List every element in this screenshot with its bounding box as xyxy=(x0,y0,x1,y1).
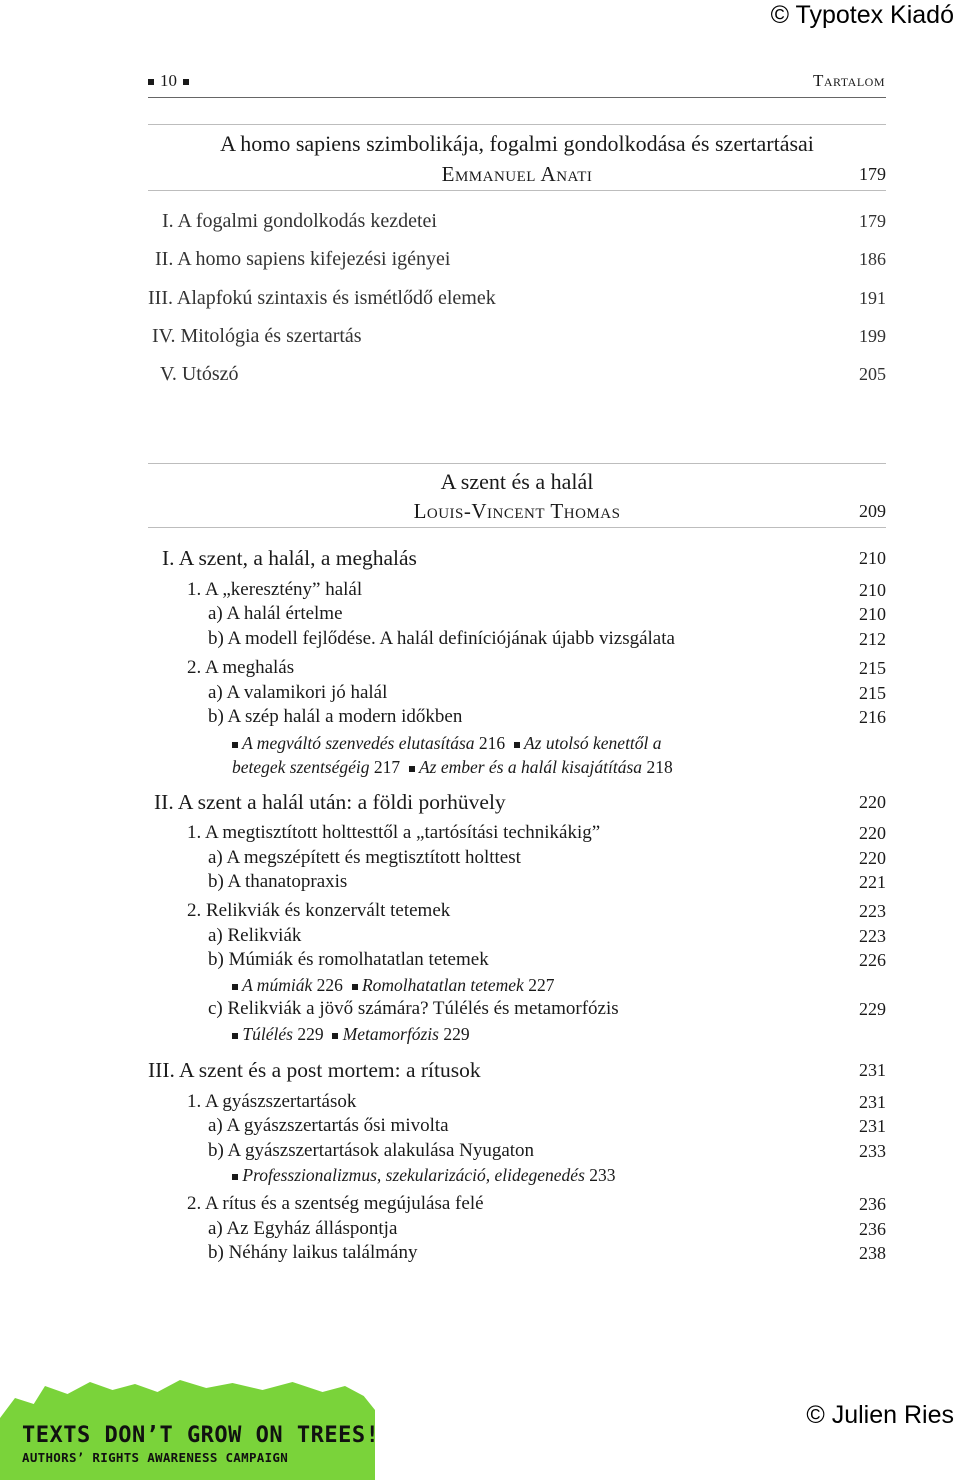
toc-entry[interactable] xyxy=(148,869,886,895)
toc-inline-page: 233 xyxy=(589,1165,616,1185)
chapter-page: 209 xyxy=(859,501,886,521)
toc-entry-label: 1. A gyászszertartások xyxy=(187,1091,357,1112)
toc-entry-label: b) Múmiák és romolhatatlan tetemek xyxy=(208,949,489,970)
toc-inline-item[interactable]: A múmiák xyxy=(242,975,313,995)
square-bullet-icon xyxy=(232,984,238,990)
toc-entry-page: 220 xyxy=(859,823,886,843)
toc-inline-item[interactable]: Az ember és a halál kisajátítása xyxy=(418,757,643,777)
toc-entry[interactable] xyxy=(148,208,886,234)
toc-entry-page: 210 xyxy=(859,604,886,624)
toc-section-label: II. A szent a halál után: a földi porhüvely xyxy=(154,790,506,814)
toc-inline-page: 229 xyxy=(297,1024,324,1044)
toc-inline-item[interactable]: Az utolsó kenettől a xyxy=(523,733,662,753)
toc-inline-item[interactable]: Romolhatatlan tetemek xyxy=(361,975,524,995)
toc-entry-page: 216 xyxy=(859,707,886,727)
copyright-author: © Julien Ries xyxy=(806,1401,954,1429)
toc-entry-page: 179 xyxy=(859,211,886,231)
toc-entry[interactable] xyxy=(148,655,886,681)
toc-entry-page: 229 xyxy=(859,999,886,1019)
toc-entry[interactable] xyxy=(148,361,886,387)
toc-inline-item-cont[interactable]: betegek szentségéig xyxy=(232,757,370,777)
toc-entry-page: 215 xyxy=(859,658,886,678)
chapter-title: A homo sapiens szimbolikája, fogalmi gondolkodása és szertartásai xyxy=(220,131,814,156)
header-rule xyxy=(148,97,886,98)
toc-inline-list xyxy=(148,754,886,780)
toc-entry[interactable] xyxy=(148,323,886,349)
toc-entry[interactable] xyxy=(148,246,886,272)
toc-entry[interactable] xyxy=(148,680,886,706)
toc-entry-page: 226 xyxy=(859,950,886,970)
toc-entry-label: b) Néhány laikus találmány xyxy=(208,1242,418,1263)
toc-inline-page: 217 xyxy=(373,757,401,777)
toc-section[interactable] xyxy=(148,545,886,571)
toc-entry[interactable] xyxy=(148,1138,886,1164)
toc-entry[interactable] xyxy=(148,285,886,311)
page-number-value: 10 xyxy=(160,71,177,90)
running-title: Tartalom xyxy=(812,71,885,90)
toc-entry-label: 2. Relikviák és konzervált tetemek xyxy=(187,900,451,921)
toc-entry[interactable] xyxy=(148,601,886,627)
toc-entry-label: a) A halál értelme xyxy=(208,603,343,624)
chapter-author-row xyxy=(148,161,886,187)
toc-entry[interactable] xyxy=(148,1240,886,1266)
square-bullet-icon xyxy=(409,766,415,772)
toc-entry[interactable] xyxy=(148,1191,886,1217)
toc-entry[interactable] xyxy=(148,845,886,871)
toc-entry-label: I. A fogalmi gondolkodás kezdetei xyxy=(162,210,437,232)
toc-section-page: 231 xyxy=(859,1060,886,1080)
toc-entry-label: II. A homo sapiens kifejezési igényei xyxy=(155,248,451,270)
toc-entry-page: 205 xyxy=(859,364,886,384)
toc-entry[interactable] xyxy=(148,577,886,603)
toc-section-label: III. A szent és a post mortem: a rítusok xyxy=(148,1058,481,1082)
toc-entry-label: 2. A meghalás xyxy=(187,657,295,678)
toc-inline-page: 218 xyxy=(646,757,673,777)
toc-inline-item[interactable]: Metamorfózis xyxy=(342,1024,439,1044)
toc-entry-label: 1. A „keresztény” halál xyxy=(187,579,363,600)
square-bullet-icon xyxy=(232,742,238,748)
toc-entry-page: 186 xyxy=(859,249,886,269)
toc-entry[interactable] xyxy=(148,1216,886,1242)
chapter-separator xyxy=(148,527,886,528)
toc-inline-line xyxy=(232,754,673,780)
campaign-subtitle: AUTHORS’ RIGHTS AWARENESS CAMPAIGN xyxy=(22,1450,289,1465)
toc-entry-page: 223 xyxy=(859,901,886,921)
toc-entry-page: 210 xyxy=(859,580,886,600)
toc-inline-line xyxy=(232,730,662,756)
toc-entry[interactable] xyxy=(148,626,886,652)
toc-entry[interactable] xyxy=(148,996,886,1022)
toc-entry-page: 236 xyxy=(859,1219,886,1239)
toc-entry-page: 236 xyxy=(859,1194,886,1214)
chapter-page: 179 xyxy=(859,164,886,184)
square-bullet-icon xyxy=(183,79,189,85)
toc-entry-label: IV. Mitológia és szertartás xyxy=(152,325,362,347)
copyright-publisher: © Typotex Kiadó xyxy=(770,1,954,29)
chapter-title: A szent és a halál xyxy=(440,469,594,494)
toc-entry-label: 2. A rítus és a szentség megújulása felé xyxy=(187,1193,484,1214)
toc-entry[interactable] xyxy=(148,1089,886,1115)
toc-entry-page: 221 xyxy=(859,872,886,892)
toc-entry-label: 1. A megtisztított holttesttől a „tartósítási technikákig” xyxy=(187,822,601,843)
chapter-author: Emmanuel Anati xyxy=(441,162,593,186)
toc-entry-page: 191 xyxy=(859,288,886,308)
toc-inline-item[interactable]: Túlélés xyxy=(242,1024,293,1044)
toc-entry-page: 220 xyxy=(859,848,886,868)
toc-entry-label: a) Az Egyház álláspontja xyxy=(208,1218,398,1239)
toc-section-page: 220 xyxy=(859,792,886,812)
square-bullet-icon xyxy=(332,1033,338,1039)
toc-entry-label: a) Relikviák xyxy=(208,925,302,946)
toc-section[interactable] xyxy=(148,1057,886,1083)
toc-entry-label: a) A valamikori jó halál xyxy=(208,682,388,703)
page-number xyxy=(148,70,189,92)
toc-entry[interactable] xyxy=(148,820,886,846)
toc-entry-page: 231 xyxy=(859,1092,886,1112)
toc-inline-list xyxy=(148,730,886,756)
toc-inline-list xyxy=(148,1021,886,1047)
toc-entry-page: 231 xyxy=(859,1116,886,1136)
square-bullet-icon xyxy=(514,742,520,748)
chapter-author-row xyxy=(148,498,886,524)
toc-entry-label: b) A gyászszertartások alakulása Nyugaton xyxy=(208,1140,535,1161)
toc-entry-page: 199 xyxy=(859,326,886,346)
campaign-slogan: TEXTS DON’T GROW ON TREES! xyxy=(22,1423,380,1448)
toc-entry-label: a) A gyászszertartás ősi mivolta xyxy=(208,1115,449,1136)
toc-inline-line xyxy=(232,1021,470,1047)
toc-entry[interactable] xyxy=(148,898,886,924)
toc-entry-label: b) A thanatopraxis xyxy=(208,871,348,892)
square-bullet-icon xyxy=(352,984,358,990)
toc-entry[interactable] xyxy=(148,947,886,973)
toc-entry[interactable] xyxy=(148,704,886,730)
toc-entry-page: 212 xyxy=(859,629,886,649)
toc-entry-label: III. Alapfokú szintaxis és ismétlődő elemek xyxy=(148,287,496,309)
toc-entry-label: a) A megszépített és megtisztított holttest xyxy=(208,847,521,868)
toc-section-label: I. A szent, a halál, a meghalás xyxy=(162,546,417,570)
chapter-separator xyxy=(148,124,886,125)
toc-entry[interactable] xyxy=(148,923,886,949)
toc-inline-page: 226 xyxy=(316,975,343,995)
chapter-author: Louis-Vincent Thomas xyxy=(413,499,621,523)
toc-inline-page: 216 xyxy=(478,733,506,753)
square-bullet-icon xyxy=(232,1033,238,1039)
toc-inline-list xyxy=(148,1162,886,1188)
toc-entry-page: 238 xyxy=(859,1243,886,1263)
toc-entry-page: 215 xyxy=(859,683,886,703)
toc-entry-label: b) A szép halál a modern időkben xyxy=(208,706,463,727)
square-bullet-icon xyxy=(148,79,154,85)
toc-entry[interactable] xyxy=(148,1113,886,1139)
toc-entry-label: c) Relikviák a jövő számára? Túlélés és metamorfózis xyxy=(208,998,619,1019)
toc-inline-list xyxy=(148,972,886,998)
toc-section-page: 210 xyxy=(859,548,886,568)
toc-entry-label: V. Utószó xyxy=(160,363,239,385)
toc-inline-page: 229 xyxy=(443,1024,470,1044)
toc-inline-item[interactable]: Professzionalizmus, szekularizáció, elidegenedés xyxy=(242,1165,585,1185)
toc-entry-page: 223 xyxy=(859,926,886,946)
square-bullet-icon xyxy=(232,1174,238,1180)
toc-inline-page: 227 xyxy=(528,975,555,995)
chapter-separator xyxy=(148,190,886,191)
toc-entry-label: b) A modell fejlődése. A halál definíciójának újabb vizsgálata xyxy=(208,628,675,649)
toc-section[interactable] xyxy=(148,789,886,815)
toc-inline-line xyxy=(232,972,554,998)
chapter-separator xyxy=(148,463,886,464)
toc-inline-line xyxy=(232,1162,616,1188)
toc-entry-page: 233 xyxy=(859,1141,886,1161)
toc-inline-item[interactable]: A megváltó szenvedés elutasítása xyxy=(242,733,475,753)
